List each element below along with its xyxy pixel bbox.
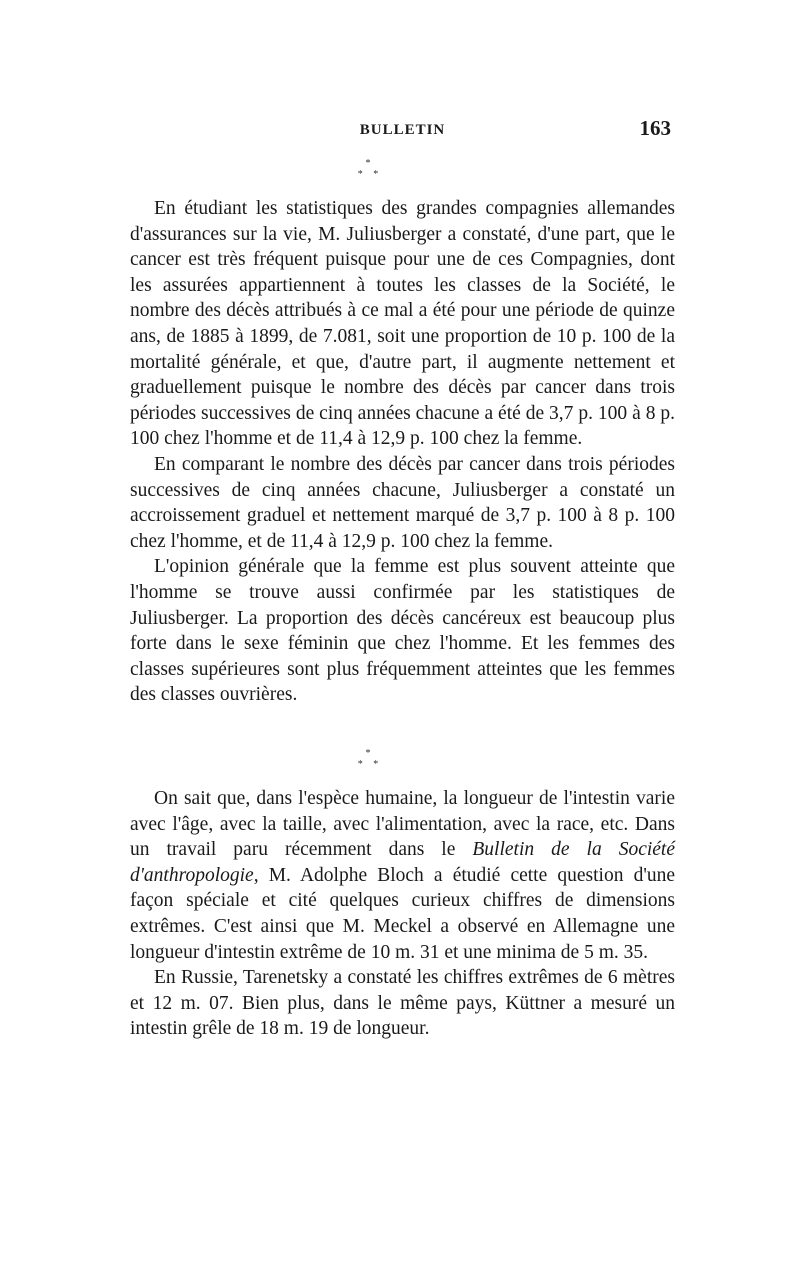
separator-star-top: *: [365, 158, 375, 169]
running-title: BULLETIN: [359, 122, 446, 138]
section-intestine-length: [130, 786, 675, 1042]
running-header: [130, 116, 675, 146]
paragraph-text: , M. Adolphe Bloch a étudié cette question d'une façon spéciale et cité quelques curieux chiffres de dimensions extrêmes. C'est ainsi que M. Meckel a observé en Allemagne une longueur d'intestin extrême de 10 m. 31 et une minima de 5 m. 35.: [130, 864, 675, 963]
journal-title: Bulletin de la Société d'anthropologie: [130, 839, 675, 886]
section-cancer-statistics: [130, 196, 675, 708]
separator-star-bottom: * *: [357, 759, 383, 770]
paragraph-text: On sait que, dans l'espèce humaine, la longueur de l'intestin varie avec l'âge, avec la taille, avec l'alimentation, avec la race, etc. Dans un travail paru récemment dans le: [130, 788, 675, 861]
separator-star-top: *: [365, 748, 375, 759]
paragraph: En Russie, Tarenetsky a constaté les chiffres extrêmes de 6 mètres et 12 m. 07. Bien plus, dans le même pays, Küttner a mesuré un intestin grêle de 18 m. 19 de longueur.: [130, 967, 675, 1040]
page-number: 163: [639, 116, 671, 140]
section-separator-1: [330, 158, 410, 180]
paragraph: [130, 786, 675, 965]
separator-star-bottom: * *: [357, 169, 383, 180]
paragraph: L'opinion générale que la femme est plus souvent atteinte que l'homme se trouve aussi confirmée par les statistiques de Juliusberger. La proportion des décès cancéreux est beaucoup plus forte dans le sexe féminin que chez l'homme. Et les femmes des classes supérieures sont plus fréquemment atteintes que les femmes des classes ouvrières.: [130, 556, 675, 706]
section-separator-2: [330, 748, 410, 770]
paragraph: En comparant le nombre des décès par cancer dans trois périodes successives de cinq années chacune, Juliusberger a constaté un accroissement graduel et nettement marqué de 3,7 p. 100 à 8 p. 100 chez l'homme, et de 11,4 à 12,9 p. 100 chez la femme.: [130, 453, 675, 552]
paragraph: En étudiant les statistiques des grandes compagnies allemandes d'assurances sur la vie, M. Juliusberger a constaté, d'une part, que le cancer est très fréquent puisque pour une de ces Compagnies, dont les assurées appartiennent à toutes les classes de la Société, le nombre des décès attribués à ce mal a été pour une période de quinze ans, de 1885 à 1899, de 7.081, soit une proportion de 10 p. 100 de la mortalité générale, et que, d'autre part, il augmente nettement et graduellement puisque le nombre des décès par cancer dans trois périodes successives de cinq années chacune a été de 3,7 p. 100 à 8 p. 100 chez l'homme et de 11,4 à 12,9 p. 100 chez la femme.: [130, 198, 675, 450]
